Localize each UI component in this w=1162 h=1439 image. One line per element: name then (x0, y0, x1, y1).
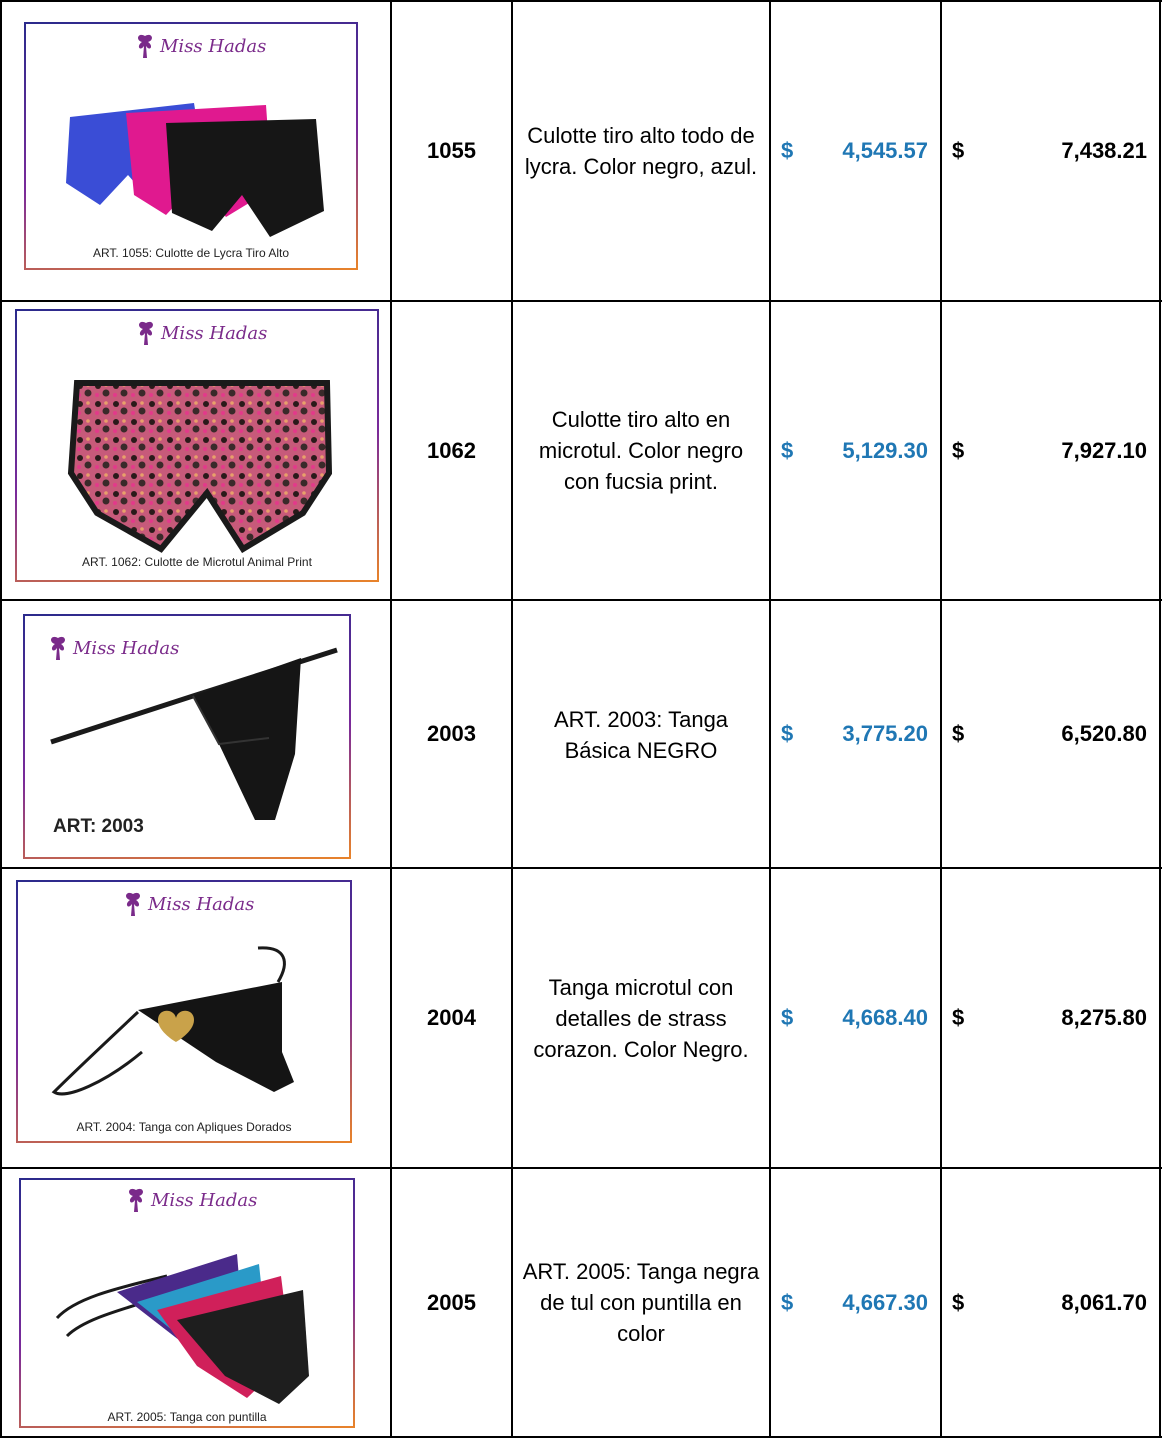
image-caption: ART. 2004: Tanga con Apliques Dorados (76, 1120, 292, 1134)
brand-name: Miss Hadas (161, 322, 268, 344)
grid-line (940, 0, 942, 1438)
price-2: 7,438.21 (1061, 138, 1147, 163)
grid-line (0, 0, 2, 1438)
currency-symbol: $ (952, 1005, 965, 1030)
article-description: ART. 2005: Tanga negra de tul con puntilla en color (522, 1259, 760, 1346)
image-caption: ART. 1055: Culotte de Lycra Tiro Alto (92, 246, 290, 260)
logo (134, 32, 266, 60)
product-image-1062 (15, 309, 379, 582)
fairy-icon (135, 319, 157, 347)
currency-symbol: $ (781, 437, 794, 463)
article-code: 1055 (427, 138, 476, 163)
logo (122, 890, 254, 918)
fairy-icon (125, 1186, 147, 1214)
brand-name: Miss Hadas (73, 637, 180, 659)
thong-illustration (43, 630, 351, 830)
price-1: 4,545.57 (842, 138, 928, 163)
grid-line (769, 0, 771, 1438)
article-code: 2005 (427, 1289, 476, 1315)
grid-line (1159, 0, 1161, 1438)
article-description: Tanga microtul con detalles de strass corazon. Color Negro. (533, 974, 749, 1062)
article-code: 1062 (427, 437, 476, 463)
image-caption: ART: 2003 (53, 816, 144, 837)
image-caption: ART. 1062: Culotte de Microtul Animal Print (82, 555, 312, 569)
price-1: 4,668.40 (842, 1005, 928, 1030)
price-2: 8,061.70 (1061, 1289, 1147, 1315)
currency-symbol: $ (781, 1005, 794, 1030)
price-1: 4,667.30 (842, 1289, 928, 1315)
lace-thongs-illustration (47, 1236, 337, 1406)
price-2: 6,520.80 (1061, 721, 1147, 746)
article-code: 2003 (427, 721, 476, 746)
price-2: 8,275.80 (1061, 1005, 1147, 1030)
animal-print-culotte-illustration (57, 363, 347, 553)
brand-name: Miss Hadas (148, 893, 255, 915)
product-image-2005 (19, 1178, 355, 1428)
price-2: 7,927.10 (1061, 437, 1147, 463)
article-description: ART. 2003: Tanga Básica NEGRO (553, 707, 729, 763)
currency-symbol: $ (781, 721, 794, 746)
price-1: 5,129.30 (842, 437, 928, 463)
product-image-2003 (23, 614, 351, 859)
product-image-2004 (16, 880, 352, 1143)
culotte-illustration (56, 79, 336, 239)
article-code: 2004 (427, 1005, 476, 1030)
heart-thong-illustration (46, 942, 336, 1112)
price-1: 3,775.20 (842, 721, 928, 746)
currency-symbol: $ (952, 138, 965, 163)
currency-symbol: $ (952, 1289, 965, 1315)
currency-symbol: $ (781, 138, 794, 163)
fairy-icon (134, 32, 156, 60)
fairy-icon (122, 890, 144, 918)
article-description: Culotte tiro alto todo de lycra. Color negro, azul. (524, 123, 758, 179)
logo (125, 1186, 257, 1214)
logo (135, 319, 267, 347)
image-caption: ART. 2005: Tanga con puntilla (107, 1410, 267, 1424)
brand-name: Miss Hadas (151, 1189, 258, 1211)
article-description: Culotte tiro alto en microtul. Color negro con fucsia print. (538, 407, 744, 494)
brand-name: Miss Hadas (160, 35, 267, 57)
currency-symbol: $ (952, 437, 965, 463)
currency-symbol: $ (952, 721, 965, 746)
currency-symbol: $ (781, 1289, 794, 1315)
grid-line (0, 1436, 1162, 1438)
product-image-1055 (24, 22, 358, 270)
